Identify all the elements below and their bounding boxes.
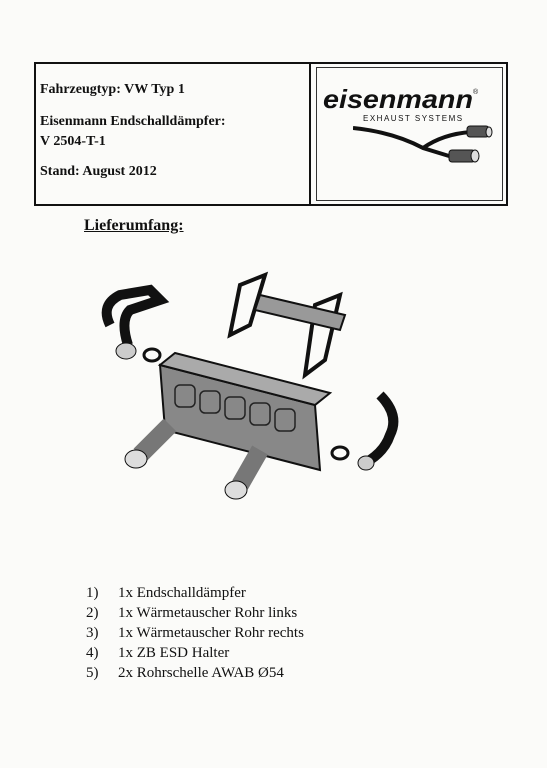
- list-item: 3) 1x Wärmetauscher Rohr rechts: [86, 625, 304, 641]
- scope-title: Lieferumfang:: [84, 217, 184, 234]
- parts-list: [86, 583, 304, 683]
- article-number: V 2504-T-1: [40, 134, 106, 149]
- svg-text:®: ®: [473, 89, 479, 96]
- logo-tagline: EXHAUST SYSTEMS: [363, 114, 464, 123]
- vehicle-type: Fahrzeugtyp: VW Typ 1: [40, 82, 185, 97]
- list-item: 4) 1x ZB ESD Halter: [86, 645, 230, 661]
- logo-wordmark: eisenmann: [323, 84, 473, 114]
- brand-logo: [321, 84, 481, 114]
- logo-panel: [313, 64, 506, 204]
- list-item: 5) 2x Rohrschelle AWAB Ø54: [86, 665, 284, 681]
- exhaust-pipe-icon: [353, 122, 493, 166]
- header-box: [34, 62, 508, 206]
- product-name: Eisenmann Endschalldämpfer:: [40, 114, 226, 129]
- exhaust-parts-diagram: [90, 265, 420, 515]
- list-item: 1) 1x Endschalldämpfer: [86, 585, 246, 601]
- header-info: [36, 64, 311, 204]
- list-item: 2) 1x Wärmetauscher Rohr links: [86, 605, 298, 621]
- status-date: Stand: August 2012: [40, 164, 157, 179]
